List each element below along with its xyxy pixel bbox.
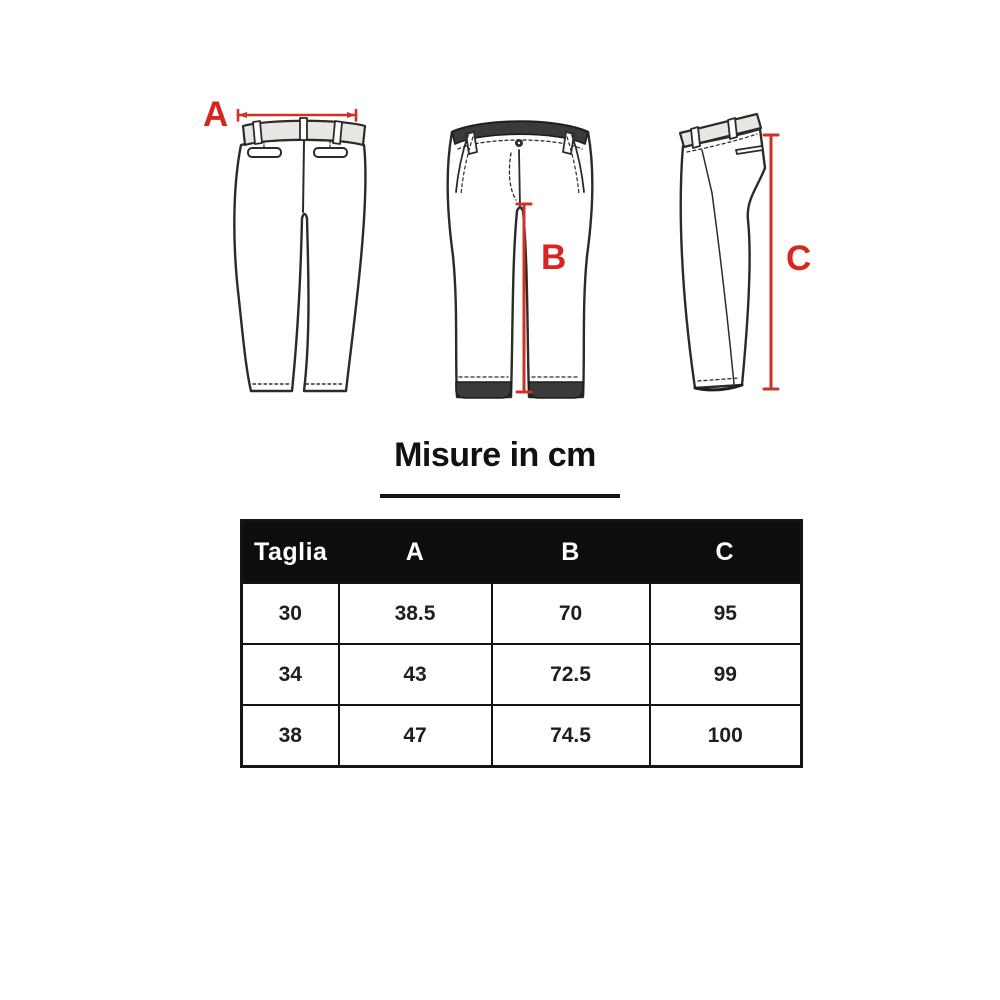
side-belt-loop-left — [691, 127, 700, 148]
cell-size: 30 — [242, 583, 339, 644]
front-hem-left — [456, 382, 511, 398]
back-pocket-right — [314, 148, 347, 157]
table-header-a: A — [339, 521, 492, 584]
page-title: Misure in cm — [394, 436, 596, 474]
size-table — [240, 519, 803, 768]
cell-measure-c: 100 — [650, 705, 802, 767]
back-belt-loop-right — [333, 121, 342, 144]
table-header-taglia: Taglia — [242, 521, 339, 584]
cell-measure-a: 43 — [339, 644, 492, 705]
back-belt-loop-left — [253, 121, 262, 144]
title-underline — [380, 494, 620, 498]
dimension-line-c — [764, 135, 778, 389]
back-belt-loop-center — [300, 118, 307, 140]
cell-measure-a: 38.5 — [339, 583, 492, 644]
table-row-size-38 — [242, 705, 802, 767]
front-button-center — [518, 142, 520, 144]
cell-measure-c: 99 — [650, 644, 802, 705]
cell-measure-a: 47 — [339, 705, 492, 767]
pants-back-view — [234, 118, 365, 391]
table-header-c: C — [650, 521, 802, 584]
measurement-label-b: B — [541, 238, 567, 277]
back-pocket-left — [248, 148, 281, 157]
back-center-seam — [303, 141, 304, 212]
table-row-size-34 — [242, 644, 802, 705]
front-hem-right — [529, 382, 583, 398]
front-fly-seam — [519, 150, 520, 206]
measurement-label-c: C — [786, 239, 812, 278]
cell-size: 34 — [242, 644, 339, 705]
cell-measure-b: 74.5 — [492, 705, 650, 767]
cell-measure-b: 70 — [492, 583, 650, 644]
dimension-line-a — [238, 110, 356, 121]
cell-measure-b: 72.5 — [492, 644, 650, 705]
pants-front-view — [448, 122, 593, 399]
back-body-outline — [234, 140, 365, 391]
side-body-outline — [681, 129, 765, 388]
table-header-row — [242, 521, 802, 584]
pants-side-view — [680, 114, 765, 390]
measurement-label-a: A — [203, 95, 229, 134]
cell-measure-c: 95 — [650, 583, 802, 644]
cell-size: 38 — [242, 705, 339, 767]
table-header-b: B — [492, 521, 650, 584]
table-row-size-30 — [242, 583, 802, 644]
side-belt-loop-right — [728, 118, 737, 139]
